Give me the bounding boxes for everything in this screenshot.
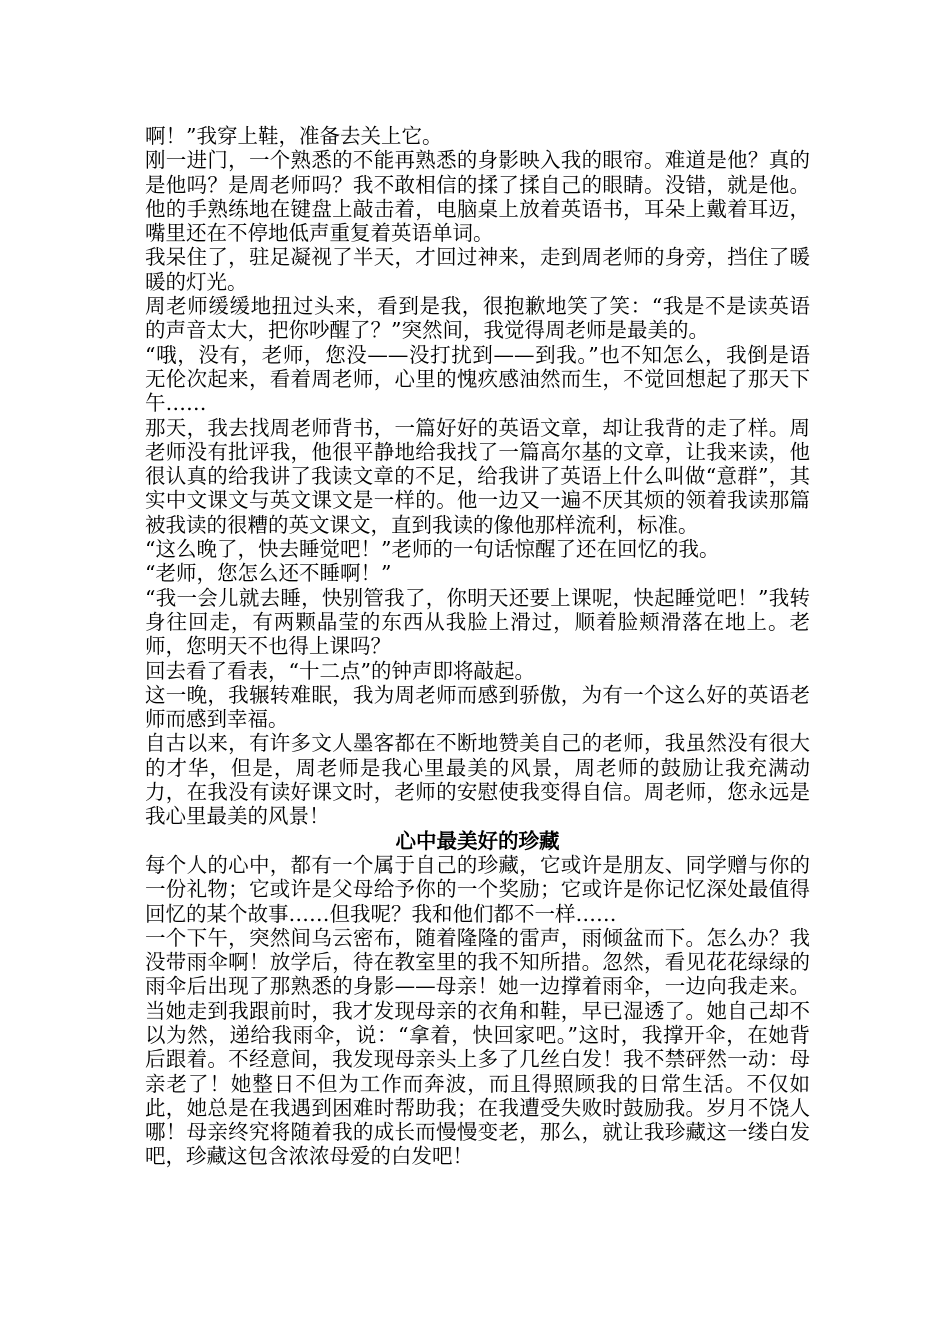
paragraph: 我呆住了，驻足凝视了半天，才回过神来，走到周老师的身旁，挡住了暖暖的灯光。 — [145, 245, 810, 294]
paragraph: “我一会儿就去睡，快别管我了，你明天还要上课呢，快起睡觉吧！”我转身往回走，有两颗晶莹的东西从我脸上滑过，顺着脸颊滑落在地上。老师，您明天不也得上课吗？ — [145, 585, 810, 659]
paragraph: 这一晚，我辗转难眠，我为周老师而感到骄傲，为有一个这么好的英语老师而感到幸福。 — [145, 682, 810, 732]
section-title: 心中最美好的珍藏 — [395, 828, 560, 853]
paragraph: “这么晚了，快去睡觉吧！”老师的一句话惊醒了还在回忆的我。 — [145, 537, 720, 562]
paragraph: 自古以来，有许多文人墨客都在不断地赞美自己的老师，我虽然没有很大的才华，但是，周老师是我心里最美的风景，周老师的鼓励让我充满动力，在我没有读好课文时，老师的安慰使我变得自信。周老师，您永远是我心里最美的风景！ — [145, 731, 810, 829]
paragraph: 那天，我去找周老师背书，一篇好好的英语文章，却让我背的走了样。周老师没有批评我，他很平静地给我找了一篇高尔基的文章，让我来读，他很认真的给我讲了我读文章的不足，给我讲了英语上什么叫做“意群”，其实中文课文与英文课文是一样的。他一边又一遍不厌其烦的领着我读那篇被我读的很糟的英文课文，直到我读的像他那样流利，标准。 — [145, 415, 810, 537]
paragraph: “哦，没有，老师，您没——没打扰到——到我。”也不知怎么，我倒是语无伦次起来，看着周老师，心里的愧疚感油然而生，不觉回想起了那天下午…… — [145, 342, 810, 416]
paragraph: 回去看了看表，“十二点”的钟声即将敲起。 — [145, 658, 535, 683]
paragraph: “老师，您怎么还不睡啊！” — [145, 561, 392, 586]
paragraph: 一个下午，突然间乌云密布，随着隆隆的雷声，雨倾盆而下。怎么办？我没带雨伞啊！放学后，待在教室里的我不知所措。忽然，看见花花绿绿的雨伞后出现了那熟悉的身影——母亲！她一边撑着雨伞，一边向我走来。当她走到我跟前时，我才发现母亲的衣角和鞋，早已湿透了。她自己却不以为然，递给我雨伞，说：“拿着，快回家吧。”这时，我撑开伞，在她背后跟着。不经意间，我发现母亲头上多了几丝白发！我不禁砰然一动：母亲老了！她整日不但为工作而奔波，而且得照顾我的日常生活。不仅如此，她总是在我遇到困难时帮助我；在我遭受失败时鼓励我。岁月不饶人哪！母亲终究将随着我的成长而慢慢变老，那么，就让我珍藏这一缕白发吧，珍藏这包含浓浓母爱的白发吧！ — [145, 925, 810, 1169]
document-page — [145, 124, 810, 1169]
paragraph: 刚一进门，一个熟悉的不能再熟悉的身影映入我的眼帘。难道是他？真的是他吗？是周老师吗？我不敢相信的揉了揉自己的眼睛。没错，就是他。他的手熟练地在键盘上敲击着，电脑桌上放着英语书，耳朵上戴着耳迈，嘴里还在不停地低声重复着英语单词。 — [145, 148, 810, 246]
paragraph: 啊！”我穿上鞋，准备去关上它。 — [145, 124, 443, 148]
paragraph: 每个人的心中，都有一个属于自己的珍藏，它或许是朋友、同学赠与你的一份礼物；它或许是父母给予你的一个奖励；它或许是你记忆深处最值得回忆的某个故事……但我呢？我和他们都不一样…… — [145, 852, 810, 926]
paragraph: 周老师缓缓地扭过头来，看到是我，很抱歉地笑了笑：“我是不是读英语的声音太大，把你吵醒了？”突然间，我觉得周老师是最美的。 — [145, 294, 810, 343]
